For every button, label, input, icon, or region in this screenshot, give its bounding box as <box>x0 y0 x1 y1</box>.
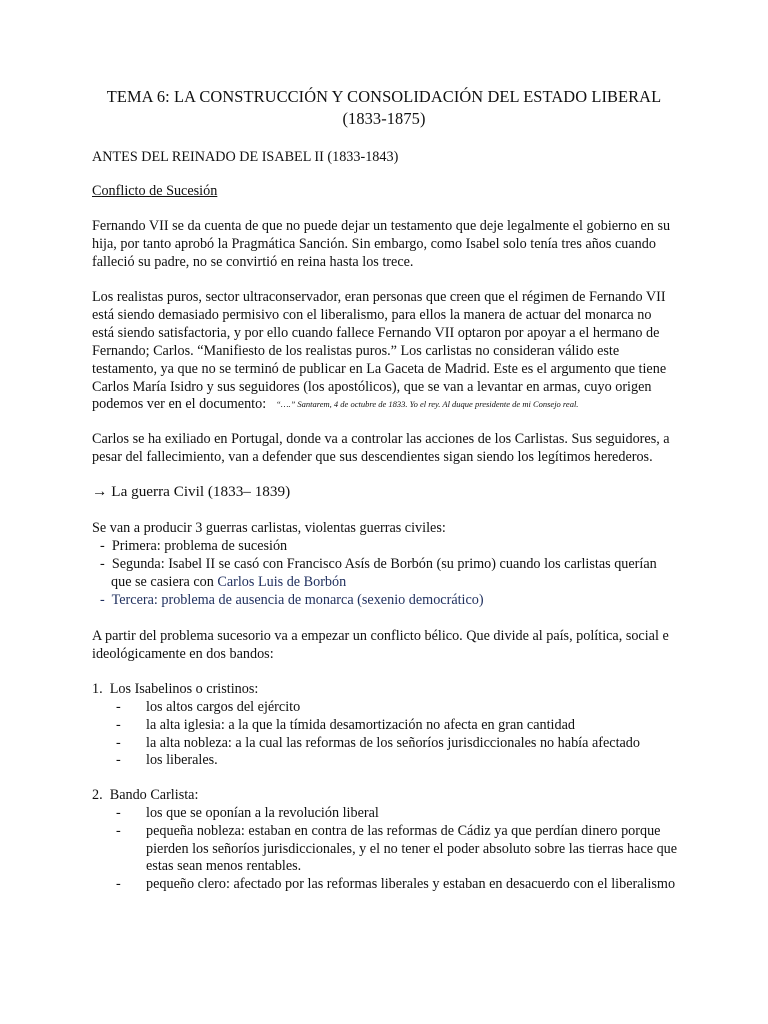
para4-line-2: ideológicamente en dos bandos: <box>92 646 274 662</box>
para2-line-3: está siendo satisfactoria, y por ello cuando fallece Fernando VII optaron por apoyar a el hermano de <box>92 325 660 341</box>
bando1-title: Los Isabelinos o cristinos: <box>109 681 259 697</box>
para2-line-6: Carlos María Isidro y sus seguidores (los apostólicos), que se van a levantar en armas, cuyo origen <box>92 379 652 395</box>
bando2-item <box>116 875 675 893</box>
para4-line-1: A partir del problema sucesorio va a empezar un conflicto bélico. Que divide al país, política, social e <box>92 628 669 644</box>
war-item-1 <box>100 537 287 555</box>
civil-war-heading <box>92 483 290 501</box>
para2-line-7-text: podemos ver en el documento: <box>92 396 267 412</box>
bando2-item-text: pequeña nobleza: estaban en contra de las reformas de Cádiz ya que perdían dinero porque <box>146 823 661 839</box>
war-3-text: problema de ausencia de monarca (sexenio democrático) <box>161 592 484 608</box>
war-2-label: Segunda: <box>111 556 165 572</box>
dash-bullet: - <box>100 592 105 608</box>
para2-line-5: testamento, ya que no se terminó de publicar en La Gaceta de Madrid. Este es el argumento que tiene <box>92 361 667 377</box>
bando1-item <box>116 734 640 752</box>
section-heading: ANTES DEL REINADO DE ISABEL II (1833-1843) <box>92 149 399 165</box>
bando2-number: 2. <box>92 787 103 803</box>
dash-bullet: - <box>116 717 121 733</box>
war-1-label: Primera: <box>111 538 161 554</box>
bando1-item-text: los altos cargos del ejército <box>146 699 301 715</box>
bando1-item <box>116 751 218 769</box>
dash-bullet: - <box>116 699 121 715</box>
dash-bullet: - <box>116 823 121 839</box>
bando2-item-cont: estas sean menos rentables. <box>146 858 302 874</box>
para2-line-1: Los realistas puros, sector ultraconservador, eran personas que creen que el régimen de Fernando VII <box>92 289 666 305</box>
bando2-heading <box>92 786 198 804</box>
dash-bullet: - <box>116 735 121 751</box>
para2-line-2: está siendo demasiado permisivo con el liberalismo, para ellos la manera de actuar del monarca no <box>92 307 652 323</box>
war-1-text: problema de sucesión <box>164 538 288 554</box>
title-line-1: TEMA 6: LA CONSTRUCCIÓN Y CONSOLIDACIÓN DEL ESTADO LIBERAL <box>106 87 662 106</box>
para1-line-3: falleció su padre, no se convirtió en reina hasta los trece. <box>92 254 414 270</box>
bando2-item-text: pequeño clero: afectado por las reformas liberales y estaban en desacuerdo con el liberalismo <box>146 876 676 892</box>
para3-line-1: Carlos se ha exiliado en Portugal, donde va a controlar las acciones de los Carlistas. Sus seguidores, a <box>92 431 670 447</box>
civil-war-label: La guerra Civil <box>111 483 205 500</box>
bando2-title: Bando Carlista: <box>109 787 199 803</box>
war-item-2 <box>100 555 657 573</box>
bando1-item-text: los liberales. <box>146 752 218 768</box>
bando1-item <box>116 698 300 716</box>
para1-line-1: Fernando VII se da cuenta de que no puede dejar un testamento que deje legalmente el gobierno en su <box>92 218 671 234</box>
war-item-3 <box>100 591 484 609</box>
civil-war-years: (1833– 1839) <box>207 483 291 500</box>
war-2-cont-plain: que se casiera con <box>111 574 214 590</box>
bando1-item-text: la alta iglesia: a la que la tímida desamortización no afecta en gran cantidad <box>146 717 575 733</box>
wars-intro: Se van a producir 3 guerras carlistas, violentas guerras civiles: <box>92 520 446 536</box>
bando2-item-text: los que se oponían a la revolución liberal <box>146 805 379 821</box>
title-line-2: (1833-1875) <box>342 109 426 128</box>
document-quote-note: “….” Santarem, 4 de octubre de 1833. Yo el rey. Al duque presidente de mi Consejo real. <box>276 399 579 409</box>
bando1-item-text: la alta nobleza: a la cual las reformas de los señoríos jurisdiccionales no había afectado <box>146 735 640 751</box>
war-3-label: Tercera: <box>111 592 158 608</box>
para2-line-7 <box>92 395 578 413</box>
bando1-number: 1. <box>92 681 103 697</box>
dash-bullet: - <box>100 556 105 572</box>
dash-bullet: - <box>116 876 121 892</box>
war-2-text: Isabel II se casó con Francisco Asís de Borbón (su primo) cuando los carlistas querían <box>168 556 657 572</box>
para2-line-4: Fernando; Carlos. “Manifiesto de los realistas puros.” Los carlistas no consideran válido este <box>92 343 620 359</box>
arrow-right-icon: → <box>92 483 108 500</box>
subheading: Conflicto de Sucesión <box>92 183 218 199</box>
bando2-item <box>116 804 379 822</box>
page-title <box>60 86 708 130</box>
bando2-item <box>116 822 660 840</box>
bando1-heading <box>92 680 258 698</box>
dash-bullet: - <box>100 538 105 554</box>
war-item-2-cont <box>111 573 346 591</box>
war-2-cont-name: Carlos Luis de Borbón <box>217 574 347 590</box>
dash-bullet: - <box>116 752 121 768</box>
dash-bullet: - <box>116 805 121 821</box>
para1-line-2: hija, por tanto aprobó la Pragmática Sanción. Sin embargo, como Isabel solo tenía tres años cuando <box>92 236 656 252</box>
para3-line-2: pesar del fallecimiento, van a defender que sus descendientes sigan siendo los legítimos herederos. <box>92 449 653 465</box>
bando1-item <box>116 716 575 734</box>
bando2-item-cont: pierden los señoríos jurisdiccionales, y el no tener el poder absoluto sobre las tierras hace que <box>146 841 678 857</box>
